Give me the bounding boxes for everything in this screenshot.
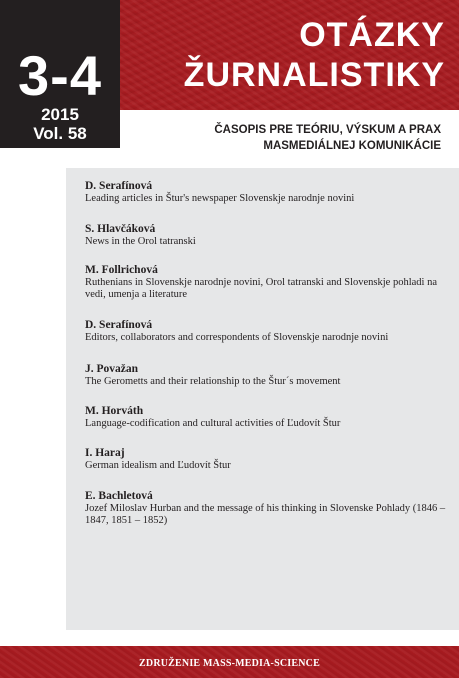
issue-year: 2015: [41, 105, 79, 124]
issue-volume: Vol. 58: [33, 124, 87, 143]
toc-author: J. Považan: [85, 363, 139, 375]
toc-entry: [85, 490, 450, 527]
toc-article-title: Editors, collaborators and correspondents of Slovenskje narodnje novini: [85, 332, 389, 343]
toc-author: M. Horváth: [85, 405, 144, 417]
toc-article-title: Ruthenians in Slovenskje narodnje novini, Orol tatranski and Slovenskje pohladi na vedi, umenja a literature: [85, 277, 437, 300]
toc-author: S. Hlavčáková: [85, 223, 156, 235]
journal-subtitle-line1: ČASOPIS PRE TEÓRIU, VÝSKUM A PRAX: [214, 124, 441, 136]
toc-entry: [85, 363, 450, 388]
toc-author: E. Bachletová: [85, 490, 153, 502]
toc-article-title: News in the Orol tatranski: [85, 236, 196, 247]
toc-article-title: The Gerometts and their relationship to the Štur´s movement: [85, 376, 341, 387]
toc-entry: [85, 180, 450, 205]
toc-author: D. Serafínová: [85, 319, 153, 331]
toc-entry: [85, 264, 450, 301]
issue-box: [0, 0, 120, 148]
toc-author: D. Serafínová: [85, 180, 153, 192]
footer-banner: [0, 646, 459, 678]
toc-author: I. Haraj: [85, 447, 125, 459]
table-of-contents: [66, 168, 459, 630]
toc-article-title: German idealism and Ľudovít Štur: [85, 460, 231, 471]
journal-title-line2: ŽURNALISTIKY: [183, 56, 445, 94]
toc-article-title: Language-codification and cultural activities of Ľudovít Štur: [85, 418, 341, 429]
toc-article-title: Jozef Miloslav Hurban and the message of his thinking in Slovenske Pohlady (1846 – 1847, 1851 – 1852): [85, 503, 446, 526]
toc-entry: [85, 405, 450, 430]
toc-entry: [85, 223, 450, 248]
issue-number: 3-4: [18, 44, 102, 107]
header-banner: [120, 0, 459, 110]
toc-article-title: Leading articles in Štur's newspaper Slovenskje narodnje novini: [85, 193, 355, 204]
journal-subtitle-line2: MASMEDIÁLNEJ KOMUNIKÁCIE: [263, 140, 441, 152]
publisher-name: ZDRUŽENIE MASS-MEDIA-SCIENCE: [139, 658, 320, 669]
toc-entry: [85, 447, 450, 472]
journal-title-line1: OTÁZKY: [299, 16, 445, 54]
toc-entry: [85, 319, 450, 344]
toc-author: M. Follrichová: [85, 264, 158, 276]
